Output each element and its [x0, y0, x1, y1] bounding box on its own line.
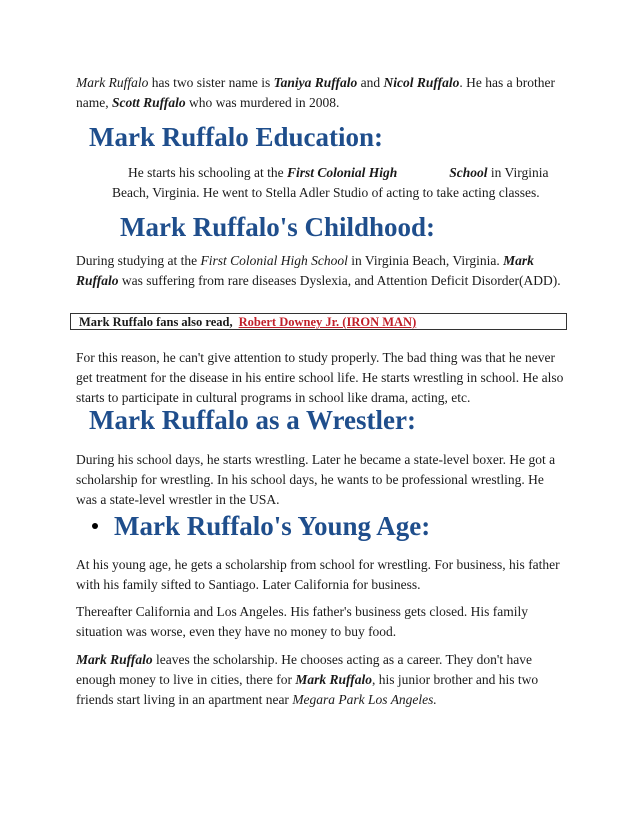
childhood-text: During studying at the: [76, 253, 201, 268]
education-paragraph: [112, 163, 562, 203]
wrestler-paragraph: During his school days, he starts wrestling. Later he became a state-level boxer. He got a scholarship for wrestling. In his school days, he wants to be professional wrestling. He was a state-level wrestler in the USA.: [76, 452, 556, 507]
mark-ruffalo-name: Mark Ruffalo: [76, 75, 149, 90]
intro-text: has two sister name is: [148, 75, 274, 90]
education-heading: Mark Ruffalo Education:: [89, 122, 384, 152]
taniya-name: Taniya Ruffalo: [273, 75, 358, 90]
young-paragraph-1: At his young age, he gets a scholarship from school for wrestling. For business, his father with his family sifted to Santiago. Later California for business.: [76, 557, 560, 592]
bullet-icon: [92, 523, 98, 529]
nicol-name: Nicol Ruffalo: [383, 75, 460, 90]
childhood-text: in Virginia Beach, Virginia.: [347, 253, 504, 268]
school-word: School: [449, 165, 488, 180]
reason-paragraph: For this reason, he can't give attention to study properly. The bad thing was that he never get treatment for the disease in his entire school life. He starts wrestling in school. He also starts to participate in cultural programs in school like drama, acting, etc.: [76, 350, 564, 405]
mark-ruffalo-name: Mark Ruffalo: [76, 652, 153, 667]
intro-paragraph: [76, 73, 566, 113]
young-paragraph-3: [76, 650, 554, 710]
childhood-text: was suffering from rare diseases Dyslexia, and Attention Deficit Disorder(ADD).: [118, 273, 561, 288]
fans-also-read-box: [70, 313, 567, 330]
young-paragraph-2: Thereafter California and Los Angeles. His father's business gets closed. His family situation was worse, even they have no money to buy food.: [76, 604, 528, 639]
mark-ruffalo-name: Mark Ruffalo: [295, 672, 372, 687]
childhood-paragraph: [76, 251, 571, 291]
young-text: leaves the scholarship. He chooses acting as a career. They don't have enough money to live in cities, there for: [76, 652, 532, 687]
scott-name: Scott Ruffalo: [112, 95, 186, 110]
intro-text: who was murdered in 2008.: [185, 95, 340, 110]
place-name: Megara Park Los Angeles.: [292, 692, 437, 707]
fans-label: Mark Ruffalo fans also read,: [79, 315, 233, 329]
fans-link[interactable]: Robert Downey Jr. (IRON MAN): [238, 315, 417, 329]
childhood-heading: Mark Ruffalo's Childhood:: [120, 212, 436, 242]
school-name: First Colonial High: [286, 165, 398, 180]
intro-text: and: [357, 75, 384, 90]
wrestler-heading: Mark Ruffalo as a Wrestler:: [89, 405, 416, 435]
education-text: in Virginia Beach, Virginia. He went to Stella Adler Studio of acting to take acting classes.: [112, 165, 549, 200]
intro-text: . He has a brother name,: [76, 75, 555, 110]
young-age-heading: Mark Ruffalo's Young Age:: [114, 511, 431, 541]
mark-ruffalo-name: Mark Ruffalo: [76, 253, 534, 288]
education-text: He starts his schooling at the: [128, 165, 287, 180]
school-name: First Colonial High School: [200, 253, 348, 268]
young-text: , his junior brother and his two friends start living in an apartment near: [76, 672, 539, 707]
